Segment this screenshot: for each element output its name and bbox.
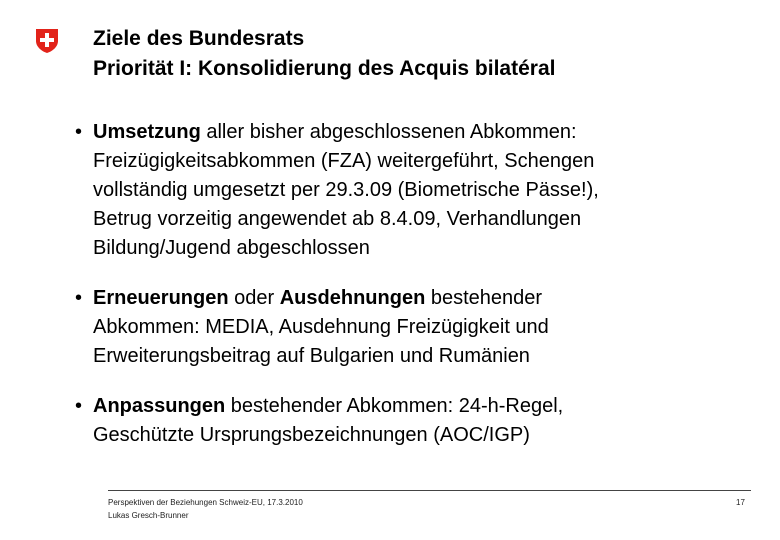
bullet-line <box>93 392 765 421</box>
bullet-marker: • <box>75 395 83 417</box>
bullet-item-umsetzung <box>75 118 765 263</box>
bullet-text: bestehender Abkommen: 24-h-Regel, <box>225 395 564 417</box>
footer-divider <box>108 490 751 491</box>
bullet-line: Abkommen: MEDIA, Ausdehnung Freizügigkeit und <box>93 316 549 338</box>
bullet-line: Bildung/Jugend abgeschlossen <box>93 237 370 259</box>
bullet-line: Geschützte Ursprungsbezeichnungen (AOC/IGP) <box>93 424 530 446</box>
bullet-text: aller bisher abgeschlossenen Abkommen: <box>200 121 577 143</box>
bullet-marker: • <box>75 121 83 143</box>
bullet-text: bestehender <box>425 287 543 309</box>
bullet-item-erneuerungen <box>75 284 765 371</box>
footer-author: Lukas Gresch-Brunner <box>108 511 189 520</box>
swiss-cross-shield-icon <box>34 28 60 54</box>
footer-presentation-title: Perspektiven der Beziehungen Schweiz-EU, 17.3.2010 <box>108 498 303 507</box>
bullet-line <box>93 284 765 313</box>
bullet-list <box>75 118 765 450</box>
bullet-marker: • <box>75 287 83 309</box>
bullet-keyword: Ausdehnungen <box>279 287 426 309</box>
bullet-keyword: Erneuerungen <box>93 287 229 309</box>
page-number: 17 <box>736 498 745 507</box>
bullet-text: oder <box>228 287 280 309</box>
bullet-line: Erweiterungsbeitrag auf Bulgarien und Rumänien <box>93 345 530 367</box>
bullet-line: Betrug vorzeitig angewendet ab 8.4.09, Verhandlungen <box>93 208 582 230</box>
bullet-line: vollständig umgesetzt per 29.3.09 (Biometrische Pässe!), <box>93 179 599 201</box>
bullet-keyword: Umsetzung <box>93 121 201 143</box>
bullet-keyword: Anpassungen <box>93 395 226 417</box>
bullet-line <box>93 118 765 147</box>
bullet-item-anpassungen <box>75 392 765 450</box>
title-line-1: Ziele des Bundesrats <box>93 27 305 50</box>
bullet-line: Freizügigkeitsabkommen (FZA) weitergeführt, Schengen <box>93 150 595 172</box>
slide-title <box>93 24 555 84</box>
title-line-2: Priorität I: Konsolidierung des Acquis bilatéral <box>93 57 556 80</box>
footer-info <box>108 496 303 522</box>
